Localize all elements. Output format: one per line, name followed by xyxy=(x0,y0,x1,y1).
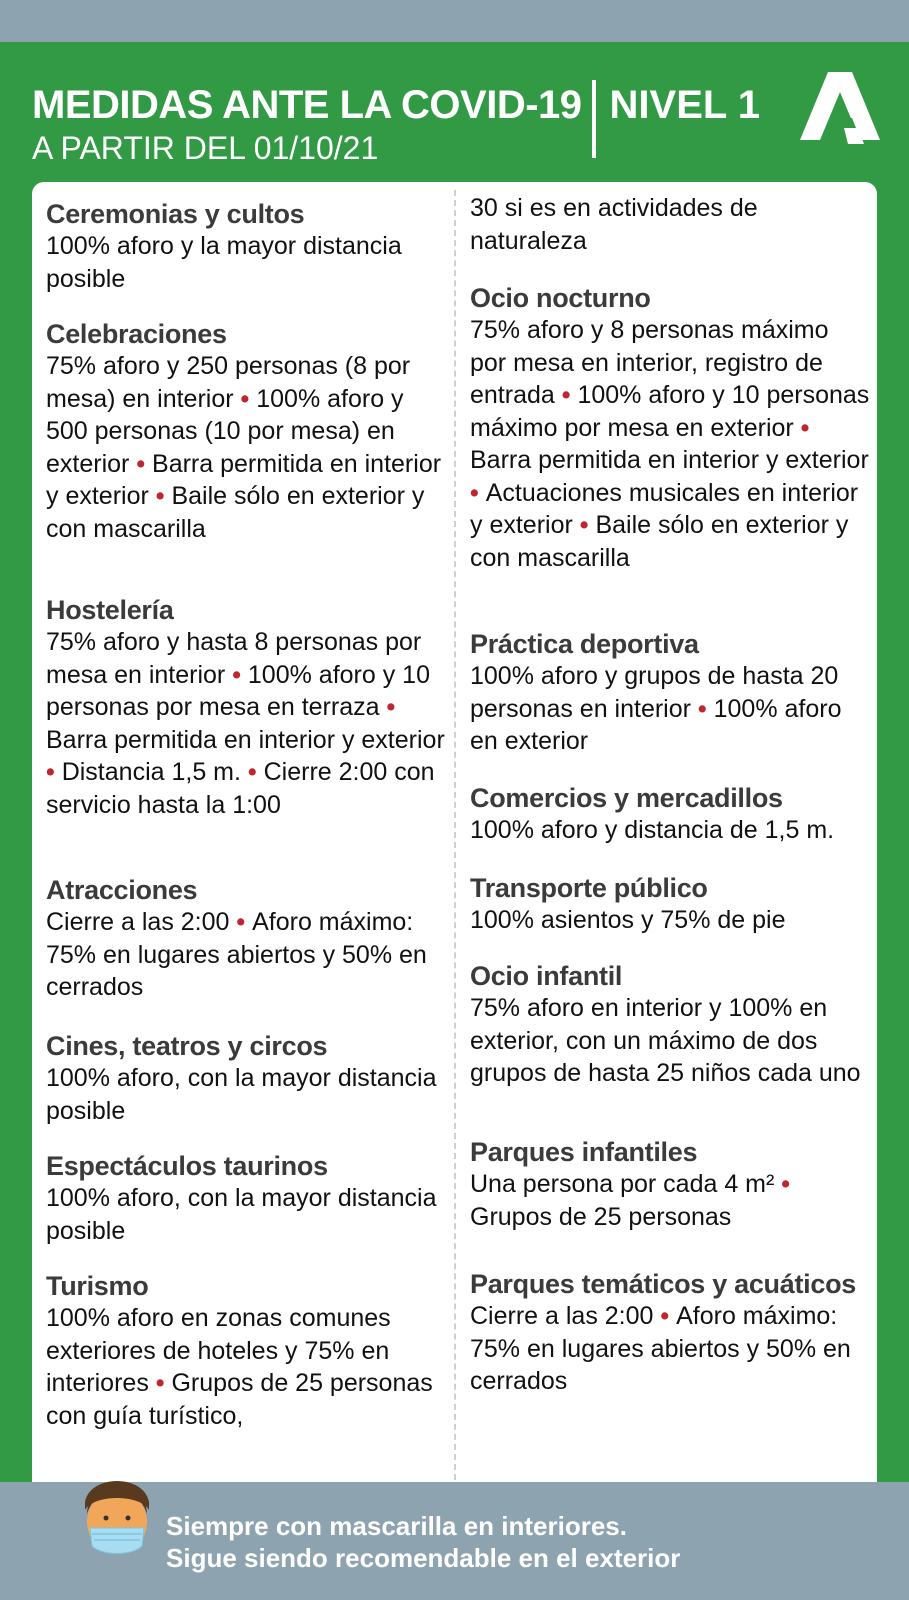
measure-text: Barra permitida en interior y exterior xyxy=(470,446,869,474)
bullet-separator: • xyxy=(233,384,257,413)
section-cines-teatros-y-circos xyxy=(46,1030,446,1127)
measure-text: 100% aforo en exterior xyxy=(470,694,842,755)
bullet-separator: • xyxy=(129,449,153,478)
section-body xyxy=(46,906,446,1004)
bullet-separator: • xyxy=(229,908,253,936)
section-continuation xyxy=(470,192,870,257)
section-body xyxy=(46,1182,446,1247)
measure-text: 100% aforo y grupos de hasta 20 personas en interior xyxy=(470,662,839,723)
title-divider xyxy=(592,80,596,158)
section-body xyxy=(470,1168,870,1233)
measure-text: 75% aforo y 8 personas máximo por mesa en interior, registro de entrada xyxy=(470,316,829,409)
section-transporte-publico xyxy=(470,872,870,937)
section-ocio-infantil xyxy=(470,960,870,1090)
section-body xyxy=(46,230,446,295)
bullet-separator: • xyxy=(554,381,578,409)
measures-card xyxy=(32,182,877,1482)
section-title: Transporte público xyxy=(470,873,708,903)
measure-text: Cierre 2:00 con servicio hasta la 1:00 xyxy=(46,758,435,819)
measure-text: Baile sólo en exterior y con mascarilla xyxy=(46,482,425,543)
section-title: Ocio nocturno xyxy=(470,283,651,313)
header-title-row xyxy=(32,80,760,130)
measure-text: 100% aforo y 10 personas máximo por mesa en exterior xyxy=(470,381,870,442)
measure-text: Cierre a las 2:00 xyxy=(470,1302,654,1330)
section-title: Comercios y mercadillos xyxy=(470,783,783,813)
measure-text: Aforo máximo: 75% en lugares abiertos y 50% en cerrados xyxy=(46,908,427,1001)
section-title: Hostelería xyxy=(46,595,174,625)
bullet-separator: • xyxy=(774,1170,791,1198)
section-comercios-y-mercadillos xyxy=(470,782,870,847)
section-body xyxy=(46,1302,446,1432)
measure-text: 100% aforo y la mayor distancia posible xyxy=(46,232,402,293)
section-body xyxy=(46,350,446,545)
section-body xyxy=(470,314,870,574)
section-parques-infantiles xyxy=(470,1136,870,1233)
section-title: Ceremonias y cultos xyxy=(46,199,305,229)
measure-text: 100% aforo en zonas comunes exteriores de hoteles y 75% en interiores xyxy=(46,1304,391,1397)
section-title: Parques infantiles xyxy=(470,1137,698,1167)
section-body xyxy=(46,626,446,821)
section-body xyxy=(470,192,870,257)
junta-andalucia-logo-icon xyxy=(800,72,880,146)
measure-text: Distancia 1,5 m. xyxy=(61,758,241,786)
bullet-separator: • xyxy=(572,511,596,539)
section-body xyxy=(470,992,870,1090)
section-ceremonias-y-cultos xyxy=(46,198,446,295)
section-parques-tematicos-y-acuaticos xyxy=(470,1268,870,1398)
section-hosteleria xyxy=(46,594,446,821)
page-title: MEDIDAS ANTE LA COVID-19 xyxy=(32,82,582,127)
section-title: Espectáculos taurinos xyxy=(46,1151,328,1181)
section-ocio-nocturno xyxy=(470,282,870,574)
footer-line-1: Siempre con mascarilla en interiores. xyxy=(166,1511,627,1541)
bullet-separator: • xyxy=(148,1369,172,1397)
measure-text: Baile sólo en exterior y con mascarilla xyxy=(470,511,849,572)
section-turismo xyxy=(46,1270,446,1432)
footer-line-2: Sigue siendo recomendable en el exterior xyxy=(166,1543,681,1573)
section-body xyxy=(470,660,870,758)
masked-face-icon xyxy=(82,1472,152,1556)
section-practica-deportiva xyxy=(470,628,870,758)
section-title: Celebraciones xyxy=(46,319,227,349)
footer-message xyxy=(166,1510,680,1574)
bullet-separator: • xyxy=(379,693,396,721)
section-espectaculos-taurinos xyxy=(46,1150,446,1247)
measure-text: 100% aforo y 10 personas por mesa en terraza xyxy=(46,660,430,721)
measure-text: 100% aforo y distancia de 1,5 m. xyxy=(470,816,835,844)
bullet-separator: • xyxy=(225,660,248,689)
bullet-separator: • xyxy=(653,1302,677,1330)
measure-text: Cierre a las 2:00 xyxy=(46,908,230,936)
measure-text: Barra permitida en interior y exterior xyxy=(46,449,442,510)
level-label: NIVEL 1 xyxy=(609,82,760,127)
section-body xyxy=(46,1062,446,1127)
measure-text: 75% aforo en interior y 100% en exterior, con un máximo de dos grupos de hasta 25 niños cada uno xyxy=(470,994,861,1087)
section-body xyxy=(470,904,870,937)
section-body xyxy=(470,814,870,847)
measure-text: Una persona por cada 4 m² xyxy=(470,1170,775,1198)
date-subtitle: A PARTIR DEL 01/10/21 xyxy=(32,130,379,166)
section-title: Cines, teatros y circos xyxy=(46,1031,328,1061)
measure-text: 75% aforo y 250 personas (8 por mesa) en interior xyxy=(46,352,411,413)
bullet-separator: • xyxy=(470,478,486,507)
column-divider xyxy=(454,190,456,1480)
bullet-separator: • xyxy=(793,413,810,442)
measure-text: Aforo máximo: 75% en lugares abiertos y 50% en cerrados xyxy=(470,1302,851,1395)
measure-text: Grupos de 25 personas con guía turístico, xyxy=(46,1369,433,1430)
measure-text: 75% aforo y hasta 8 personas por mesa en interior xyxy=(46,628,422,689)
measure-text: 100% asientos y 75% de pie xyxy=(470,906,786,934)
bullet-separator: • xyxy=(46,758,62,786)
top-band xyxy=(0,0,909,42)
measure-text: Actuaciones musicales en interior y exterior xyxy=(470,478,859,539)
section-body xyxy=(470,1300,870,1398)
bullet-separator: • xyxy=(690,694,714,723)
section-title: Atracciones xyxy=(46,875,198,905)
measure-text: Grupos de 25 personas xyxy=(470,1202,732,1231)
section-title: Práctica deportiva xyxy=(470,629,699,659)
measure-text: 100% aforo, con la mayor distancia posible xyxy=(46,1184,437,1245)
bullet-separator: • xyxy=(240,758,264,786)
measure-text: 100% aforo, con la mayor distancia posible xyxy=(46,1064,437,1125)
measure-text: 100% aforo y 500 personas (10 por mesa) en exterior xyxy=(46,384,404,478)
section-title: Parques temáticos y acuáticos xyxy=(470,1269,856,1299)
measure-text: Barra permitida en interior y exterior xyxy=(46,725,445,754)
section-title: Ocio infantil xyxy=(470,961,623,991)
section-celebraciones xyxy=(46,318,446,545)
bullet-separator: • xyxy=(148,482,172,510)
section-atracciones xyxy=(46,874,446,1004)
section-title: Turismo xyxy=(46,1271,149,1301)
measure-text: 30 si es en actividades de naturaleza xyxy=(470,194,758,255)
